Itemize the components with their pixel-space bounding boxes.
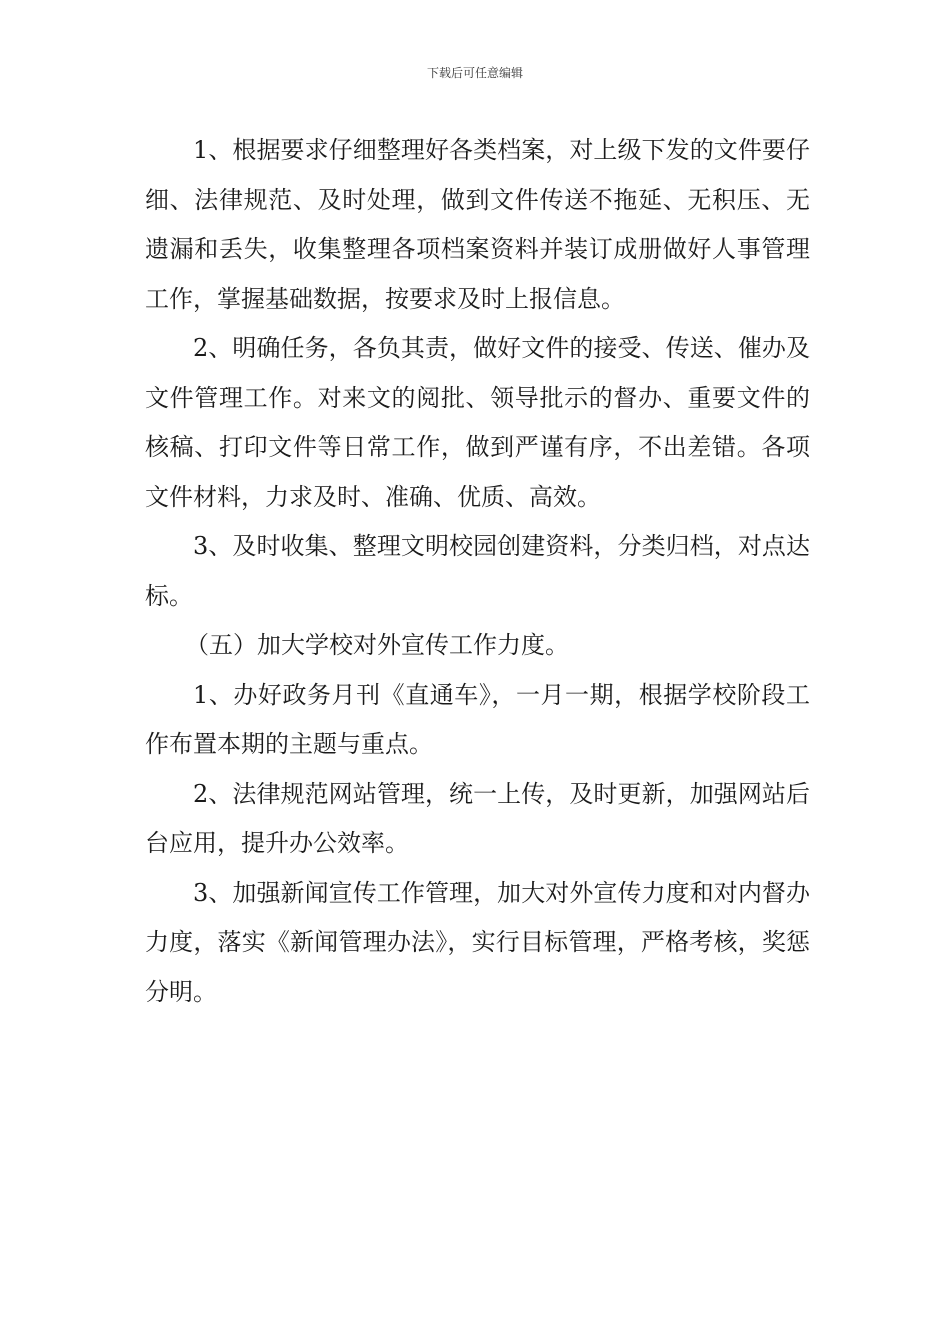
paragraph-news-publicity: 3、加强新闻宣传工作管理，加大对外宣传力度和对内督办力度，落实《新闻管理办法》，实行目标管理，严格考核，奖惩分明。 [145,878,810,1006]
section-heading-publicity: （五）加大学校对外宣传工作力度。 [185,631,569,659]
document-body [145,126,810,1017]
paragraph-task-responsibility: 2、明确任务，各负其责，做好文件的接受、传送、催办及文件管理工作。对来文的阅批、领导批示的督办、重要文件的核稿、打印文件等日常工作，做到严谨有序，不出差错。各项文件材料，力求及时、准确、优质、高效。 [145,334,810,511]
paragraph-archive-management: 1、根据要求仔细整理好各类档案，对上级下发的文件要仔细、法律规范、及时处理，做到文件传送不拖延、无积压、无遗漏和丢失，收集整理各项档案资料并装订成册做好人事管理工作，掌握基础数据，按要求及时上报信息。 [145,136,810,313]
page-header: 下载后可任意编辑 [426,66,523,80]
paragraph-civilized-campus: 3、及时收集、整理文明校园创建资料，分类归档，对点达标。 [145,532,810,610]
paragraph-monthly-journal: 1、办好政务月刊《直通车》，一月一期，根据学校阶段工作布置本期的主题与重点。 [145,680,810,758]
paragraph-website-management: 2、法律规范网站管理，统一上传，及时更新，加强网站后台应用，提升办公效率。 [145,779,810,857]
